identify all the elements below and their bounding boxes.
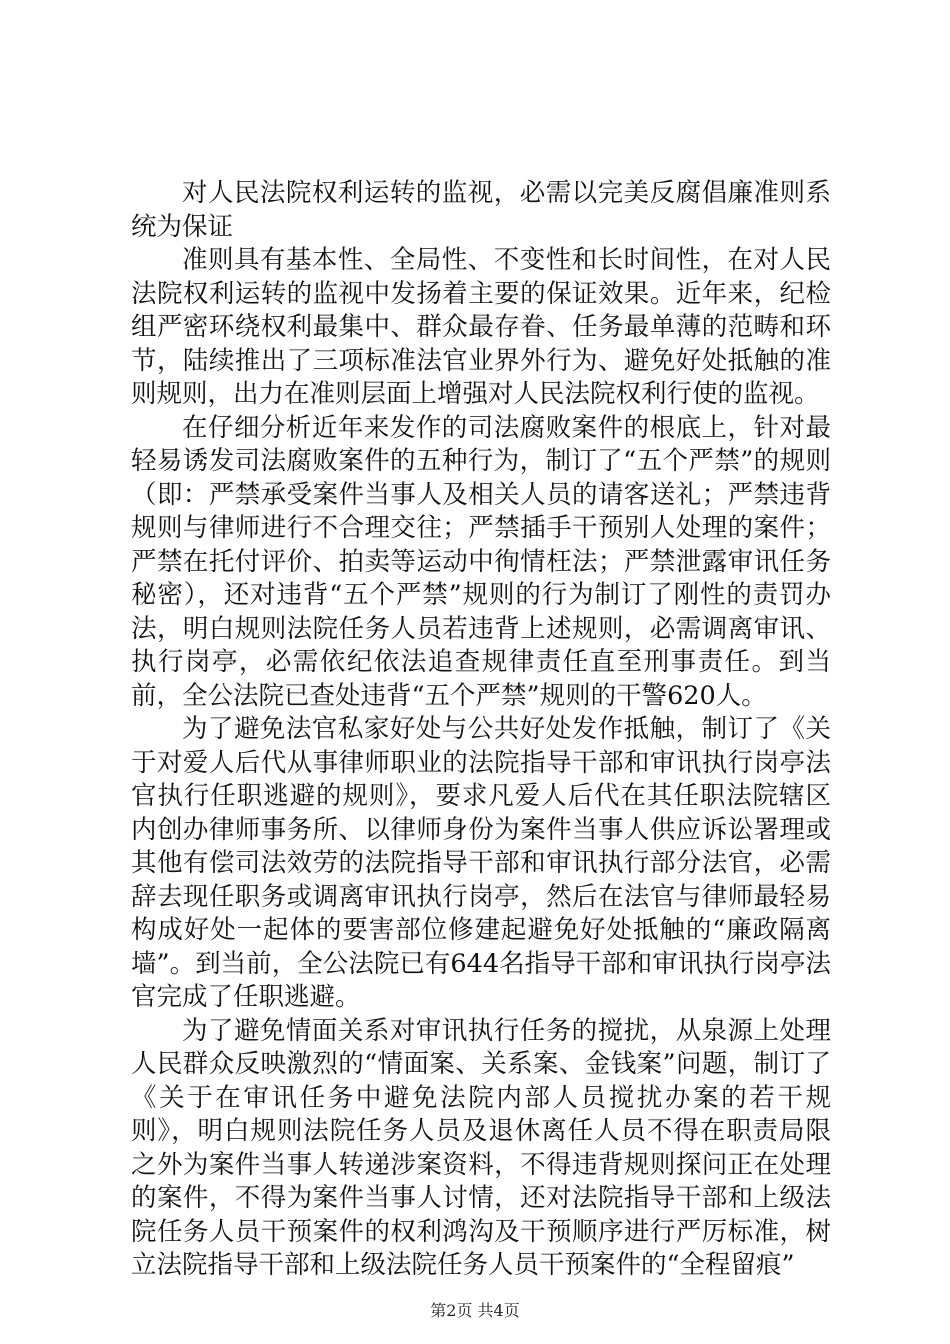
paragraph: 为了避免法官私家好处与公共好处发作抵触，制订了《关于对爱人后代从事律师职业的法院指导干部和审讯执行岗亭法官执行任职逃避的规则》，要求凡爱人后代在其任职法院辖区内创办律师事务所、以律师身份为案件当事人供应诉讼署理或其他有偿司法效劳的法院指导干部和审讯执行部分法官，必需辞去现任职务或调离审讯执行岗亭，然后在法官与律师最轻易构成好处一起体的要害部位修建起避免好处抵触的“廉政隔离墙”。到当前，全公法院已有644名指导干部和审讯执行岗亭法官完成了任职逃避。: [131, 714, 831, 1012]
paragraph: 在仔细分析近年来发作的司法腐败案件的根底上，针对最轻易诱发司法腐败案件的五种行为，制订了“五个严禁”的规则（即：严禁承受案件当事人及相关人员的请客送礼；严禁违背规则与律师进行不合理交往；严禁插手干预别人处理的案件；严禁在托付评价、拍卖等运动中徇情枉法；严禁泄露审讯任务秘密），还对违背“五个严禁”规则的行为制订了刚性的责罚办法，明白规则法院任务人员若违背上述规则，必需调离审讯、执行岗亭，必需依纪依法追查规律责任直至刑事责任。到当前，全公法院已查处违背“五个严禁”规则的干警620人。: [131, 412, 831, 711]
paragraph: 为了避免情面关系对审讯执行任务的搅扰，从泉源上处理人民群众反映激烈的“情面案、关系案、金钱案”问题，制订了《关于在审讯任务中避免法院内部人员搅扰办案的若干规则》，明白规则法院任务人员及退休离任人员不得在职责局限之外为案件当事人转递涉案资料，不得违背规则探问正在处理的案件，不得为案件当事人讨情，还对法院指导干部和上级法院任务人员干预案件的权利鸿沟及干预顺序进行严厉标准，树立法院指导干部和上级法院任务人员干预案件的“全程留痕”: [131, 1015, 831, 1280]
document-body: [131, 177, 831, 1283]
paragraph: 准则具有基本性、全局性、不变性和长时间性，在对人民法院权利运转的监视中发扬着主要的保证效果。近年来，纪检组严密环绕权利最集中、群众最存眷、任务最单薄的范畴和环节，陆续推出了三项标准法官业界外行为、避免好处抵触的准则规则，出力在准则层面上增强对人民法院权利行使的监视。: [131, 245, 831, 409]
paragraph-heading: 对人民法院权利运转的监视，必需以完美反腐倡廉准则系统为保证: [131, 178, 831, 242]
page-footer: 第2页 共4页: [430, 1301, 520, 1320]
